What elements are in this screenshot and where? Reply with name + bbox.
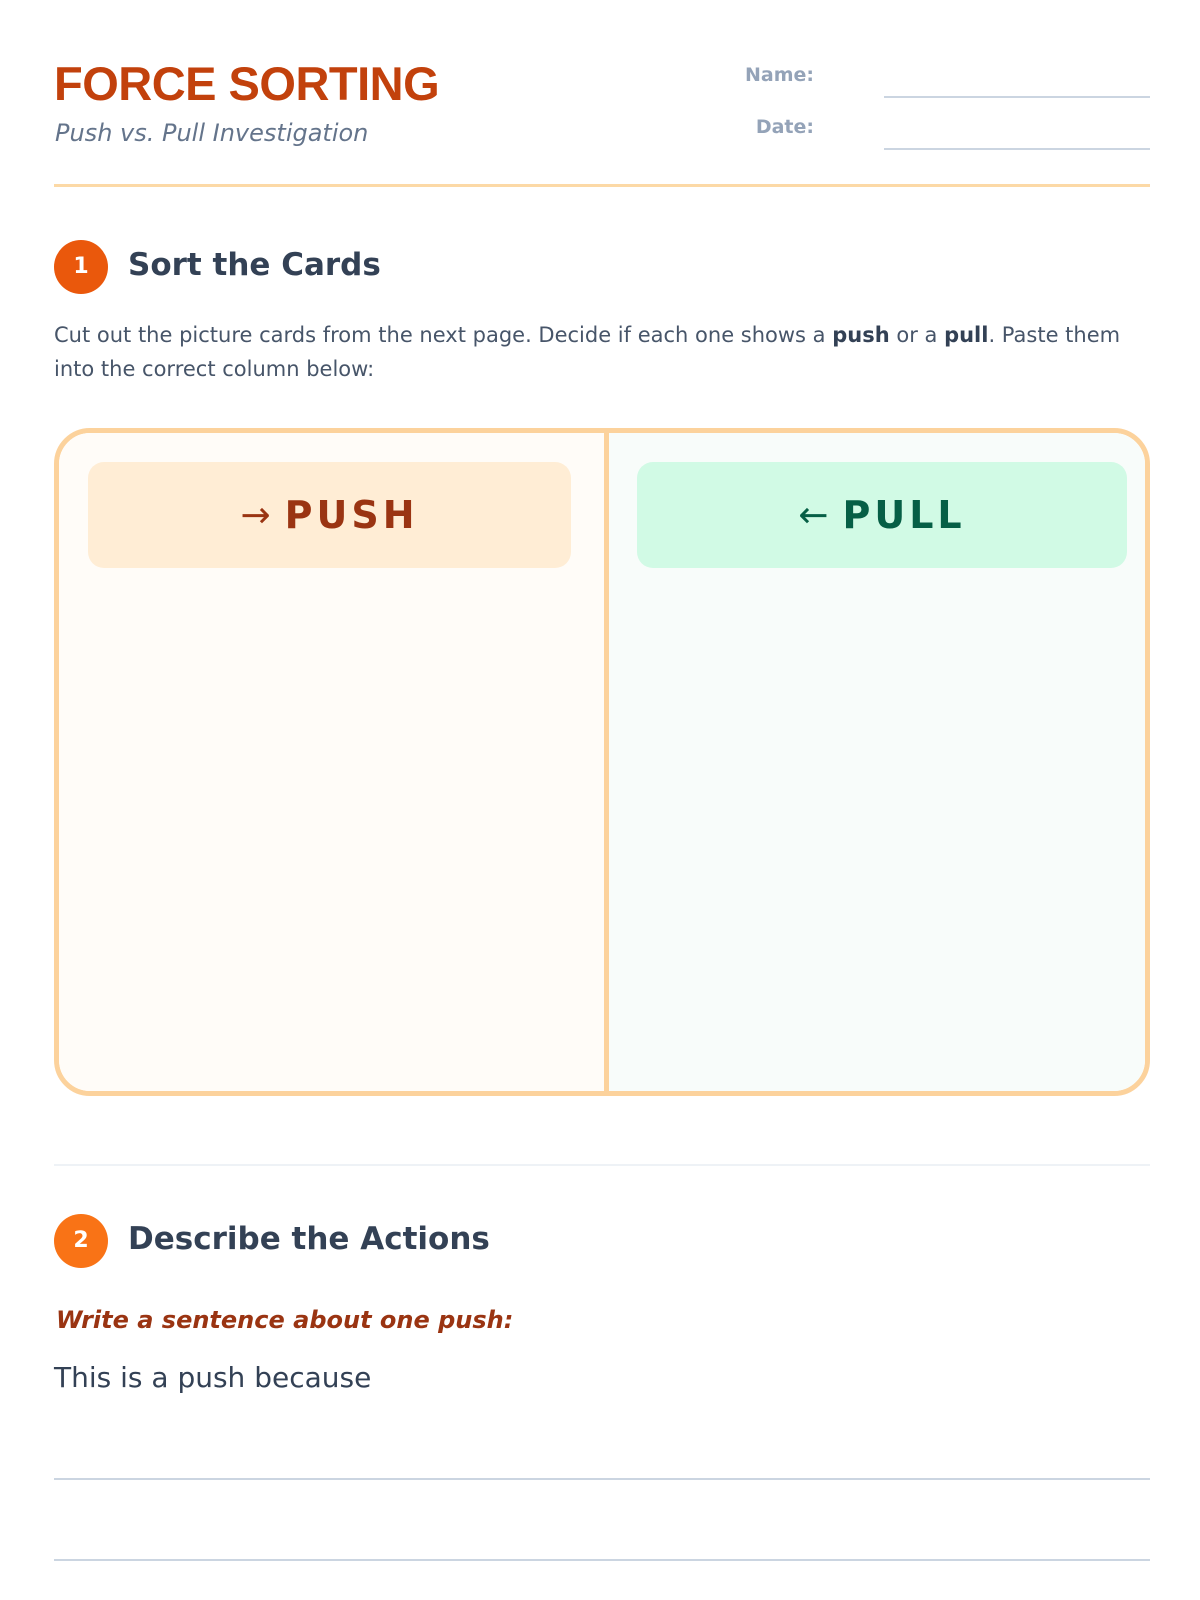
- name-field-row: [744, 60, 1150, 104]
- writing-line[interactable]: [54, 1478, 1150, 1480]
- section-1-number-badge: 1: [54, 240, 108, 294]
- worksheet-title: FORCE SORTING: [54, 57, 440, 110]
- name-label: Name:: [744, 64, 814, 86]
- instructions-bold-push: push: [832, 323, 890, 347]
- push-column[interactable]: [59, 433, 609, 1091]
- push-column-label: PUSH: [284, 493, 419, 537]
- push-sentence-starter: This is a push because: [54, 1361, 372, 1394]
- section-1-title: Sort the Cards: [128, 247, 381, 283]
- right-arrow-icon: →: [240, 494, 271, 536]
- section-2-number-badge: 2: [54, 1214, 108, 1268]
- section-divider: [54, 1164, 1150, 1166]
- pull-column-label: PULL: [842, 493, 966, 537]
- instructions-text-3: . Paste them into the correct column below:: [54, 323, 1121, 381]
- date-field[interactable]: [884, 148, 1150, 150]
- left-arrow-icon: ←: [798, 494, 829, 536]
- instructions-bold-pull: pull: [944, 323, 989, 347]
- sort-instructions: [54, 318, 1154, 386]
- section-2-title: Describe the Actions: [128, 1221, 490, 1257]
- worksheet-subtitle: Push vs. Pull Investigation: [55, 119, 369, 147]
- instructions-text-1: Cut out the picture cards from the next page. Decide if each one shows a: [54, 323, 833, 347]
- push-column-header: [88, 462, 571, 568]
- pull-column-header: [637, 462, 1127, 568]
- worksheet-header: [54, 48, 1150, 187]
- pull-column[interactable]: [609, 433, 1145, 1091]
- push-sentence-prompt: Write a sentence about one push:: [56, 1306, 514, 1334]
- sort-box: [54, 428, 1150, 1096]
- date-label: Date:: [755, 116, 814, 138]
- name-field[interactable]: [884, 96, 1150, 98]
- instructions-text-2: or a: [889, 323, 945, 347]
- writing-line[interactable]: [54, 1559, 1150, 1561]
- date-field-row: [744, 112, 1150, 156]
